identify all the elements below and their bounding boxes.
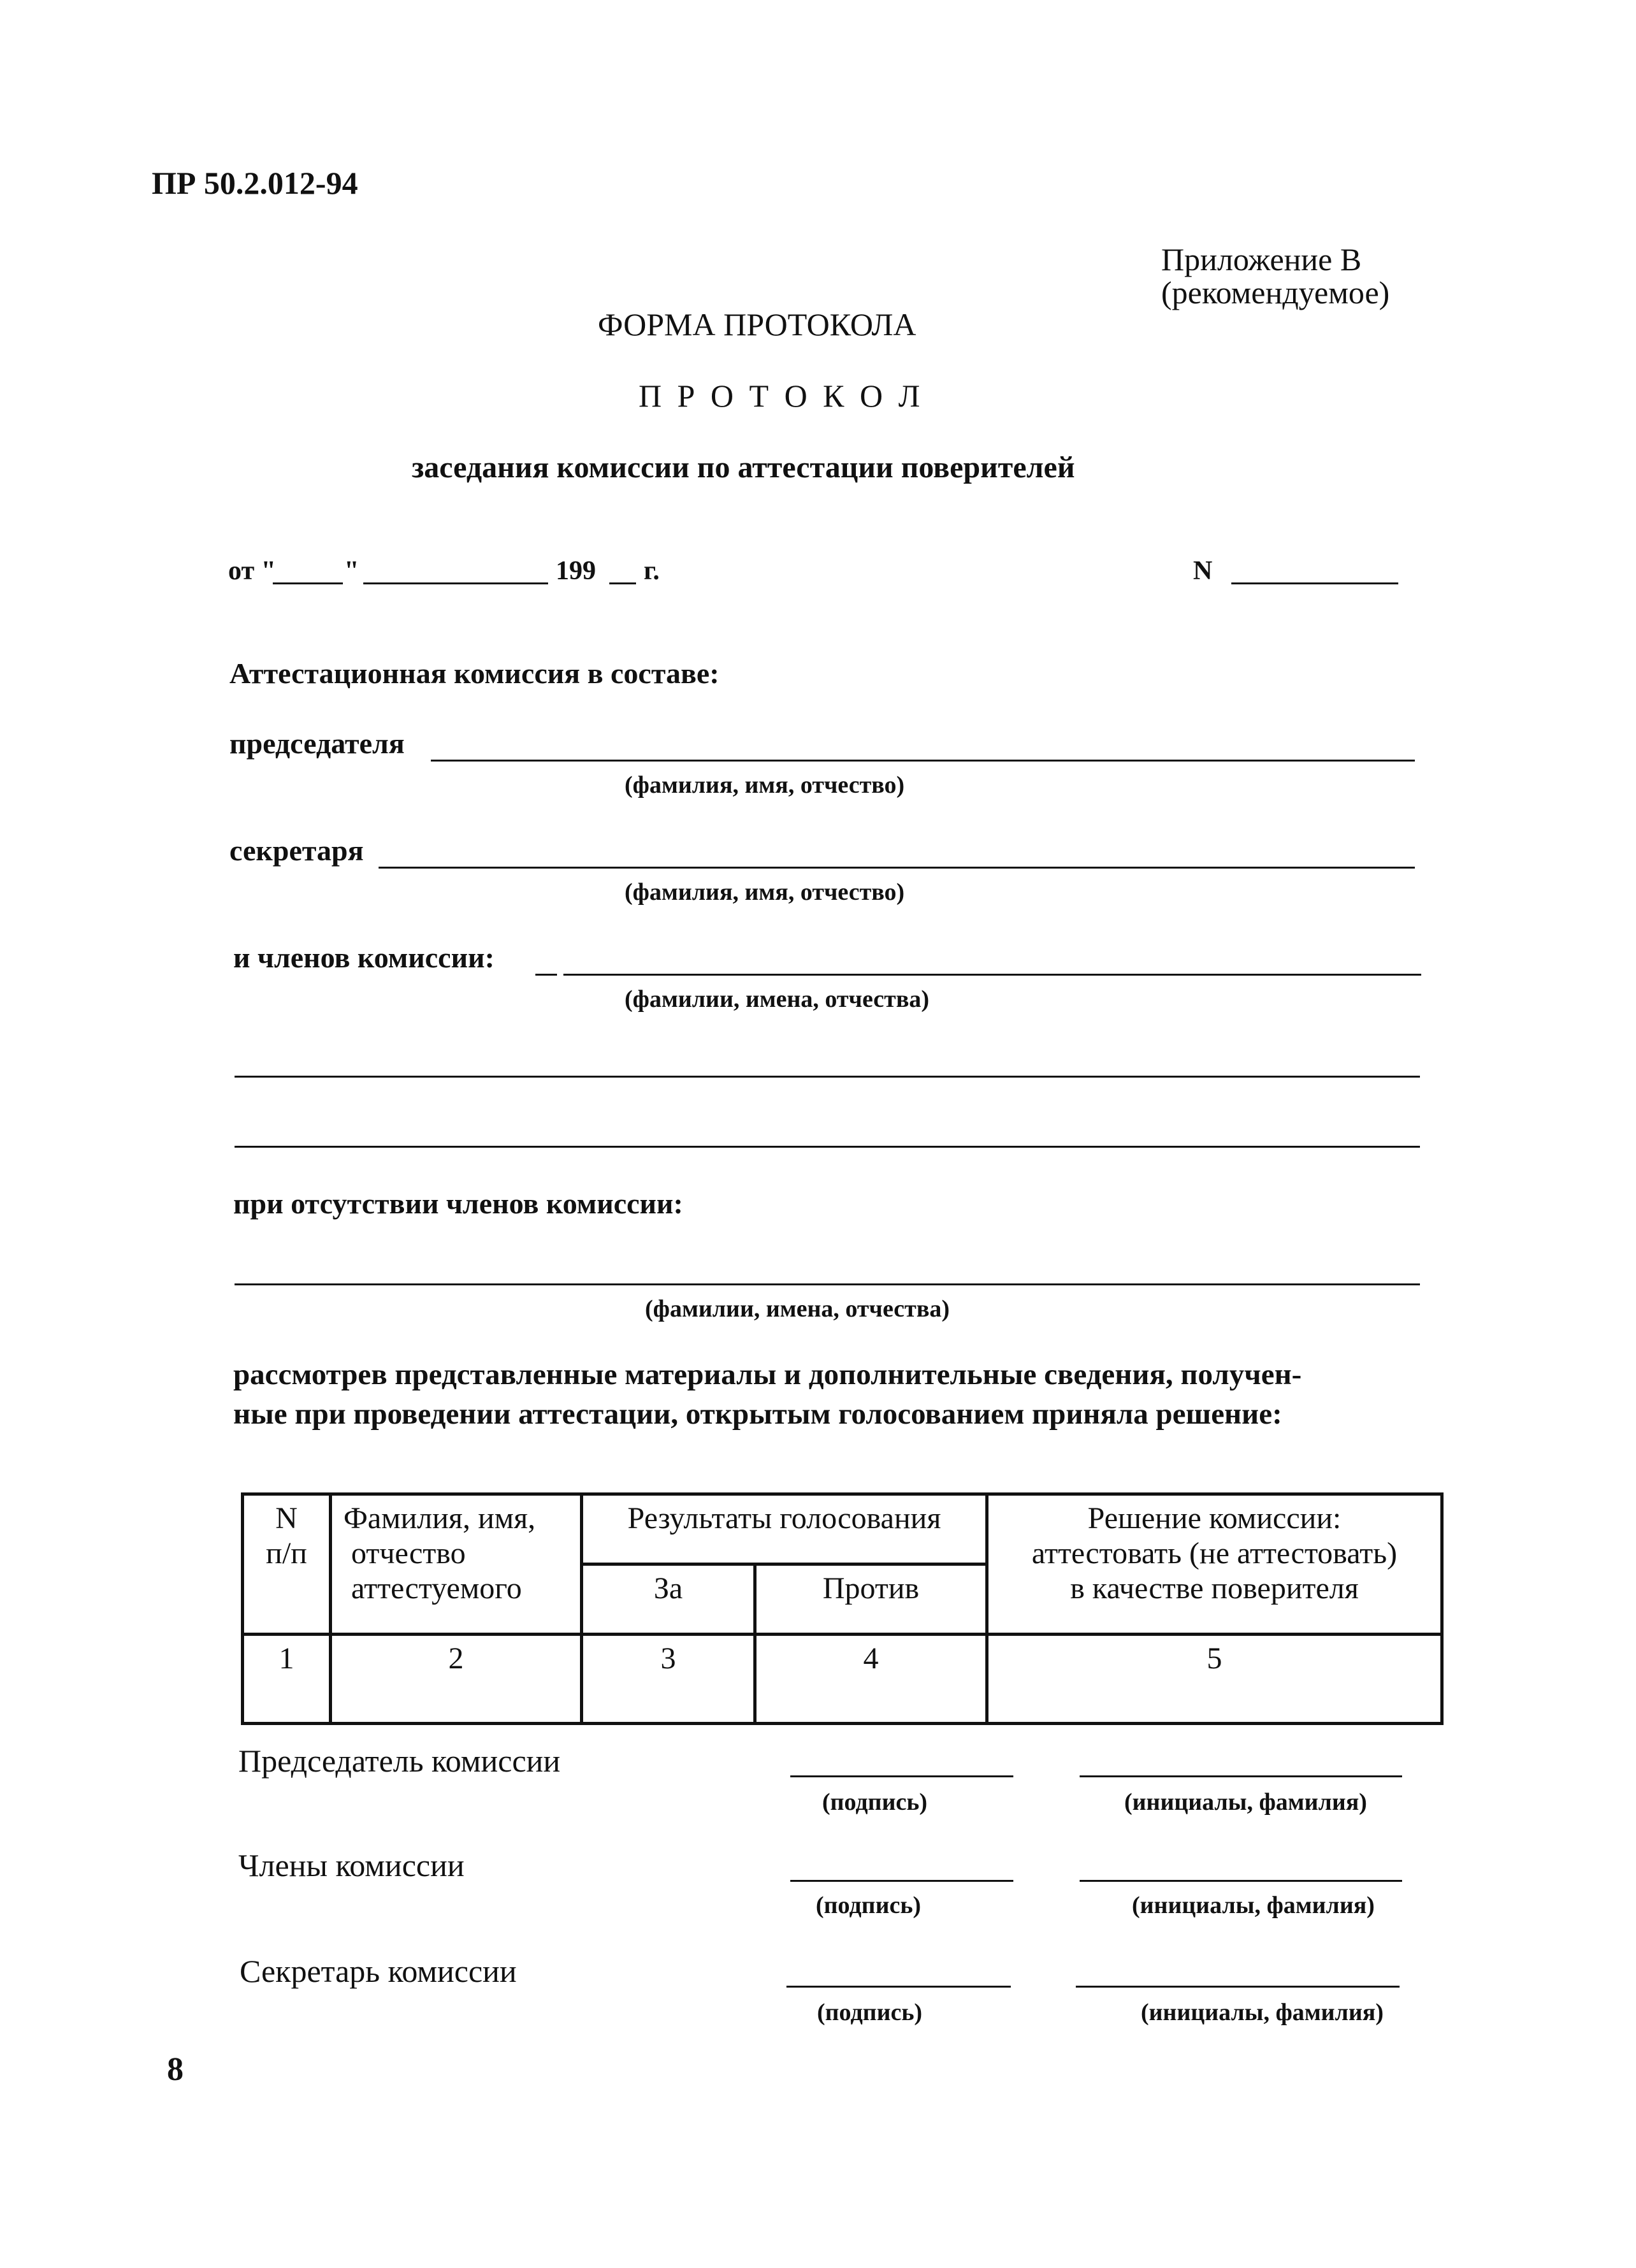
members-field-line-3[interactable] <box>235 1146 1420 1148</box>
page-number: 8 <box>167 2051 184 2088</box>
chairman-caption: (фамилия, имя, отчество) <box>625 772 905 798</box>
header-votes-for: За <box>582 1564 755 1635</box>
date-year-field[interactable] <box>609 582 636 584</box>
name-caption: (инициалы, фамилия) <box>1141 1999 1384 2026</box>
date-year-suffix: г. <box>644 556 660 586</box>
protocol-number-field[interactable] <box>1231 582 1398 584</box>
name-field[interactable] <box>1080 1880 1402 1882</box>
name-caption: (инициалы, фамилия) <box>1132 1892 1375 1919</box>
date-from-label: от " <box>228 556 276 586</box>
header-voting-results: Результаты голосования <box>582 1494 987 1564</box>
signature-caption: (подпись) <box>822 1789 928 1816</box>
chairman-field[interactable] <box>431 760 1415 762</box>
members-field-line-2[interactable] <box>235 1076 1420 1078</box>
secretary-label: секретаря <box>229 834 364 867</box>
date-day-field[interactable] <box>273 582 343 584</box>
column-number-4: 4 <box>755 1635 987 1724</box>
members-field[interactable] <box>563 974 1421 976</box>
absent-members-caption: (фамилии, имена, отчества) <box>645 1296 950 1322</box>
signature-role: Члены комиссии <box>238 1847 465 1883</box>
chairman-label: председателя <box>229 727 405 760</box>
header-votes-against: Против <box>755 1564 987 1635</box>
decision-text-line-1: рассмотрев представленные материалы и дополнительные сведения, получен- <box>233 1358 1302 1391</box>
decision-text-line-2: ные при проведении аттестации, открытым голосованием приняла решение: <box>233 1398 1282 1431</box>
voting-table <box>241 1492 1444 1725</box>
members-label: и членов комиссии: <box>233 941 495 974</box>
secretary-caption: (фамилия, имя, отчество) <box>625 879 905 906</box>
date-year-prefix: 199 <box>556 556 596 586</box>
signature-field[interactable] <box>790 1775 1013 1777</box>
secretary-field[interactable] <box>379 867 1415 869</box>
signature-caption: (подпись) <box>816 1892 922 1919</box>
name-caption: (инициалы, фамилия) <box>1124 1789 1367 1816</box>
appendix-type: (рекомендуемое) <box>1161 275 1390 310</box>
signature-role: Председатель комиссии <box>238 1743 561 1779</box>
header-number: N п/п <box>243 1494 331 1635</box>
header-name: Фамилия, имя, отчество аттестуемого <box>331 1494 582 1635</box>
signature-role: Секретарь комиссии <box>240 1953 517 1989</box>
column-number-5: 5 <box>987 1635 1442 1724</box>
protocol-subtitle: заседания комиссии по аттестации поверителей <box>412 451 1075 484</box>
name-field[interactable] <box>1076 1986 1400 1988</box>
signature-field[interactable] <box>786 1986 1011 1988</box>
absent-members-field[interactable] <box>235 1283 1420 1285</box>
header-decision: Решение комиссии: аттестовать (не аттестовать) в качестве поверителя <box>987 1494 1442 1635</box>
members-field-dash[interactable] <box>535 974 557 976</box>
document-code: ПР 50.2.012-94 <box>152 165 358 201</box>
members-caption: (фамилии, имена, отчества) <box>625 986 930 1013</box>
signature-field[interactable] <box>790 1880 1013 1882</box>
date-quote: " <box>344 556 359 586</box>
protocol-number-label: N <box>1193 556 1213 586</box>
date-month-field[interactable] <box>363 582 548 584</box>
absent-members-label: при отсутствии членов комиссии: <box>233 1187 683 1220</box>
name-field[interactable] <box>1080 1775 1402 1777</box>
column-number-3: 3 <box>582 1635 755 1724</box>
column-number-2: 2 <box>331 1635 582 1724</box>
signature-caption: (подпись) <box>817 1999 923 2026</box>
column-number-1: 1 <box>243 1635 331 1724</box>
form-title: ФОРМА ПРОТОКОЛА <box>598 307 916 342</box>
protocol-title: П Р О Т О К О Л <box>639 378 924 414</box>
commission-intro: Аттестационная комиссия в составе: <box>229 657 720 690</box>
appendix-label: Приложение В <box>1161 242 1362 277</box>
